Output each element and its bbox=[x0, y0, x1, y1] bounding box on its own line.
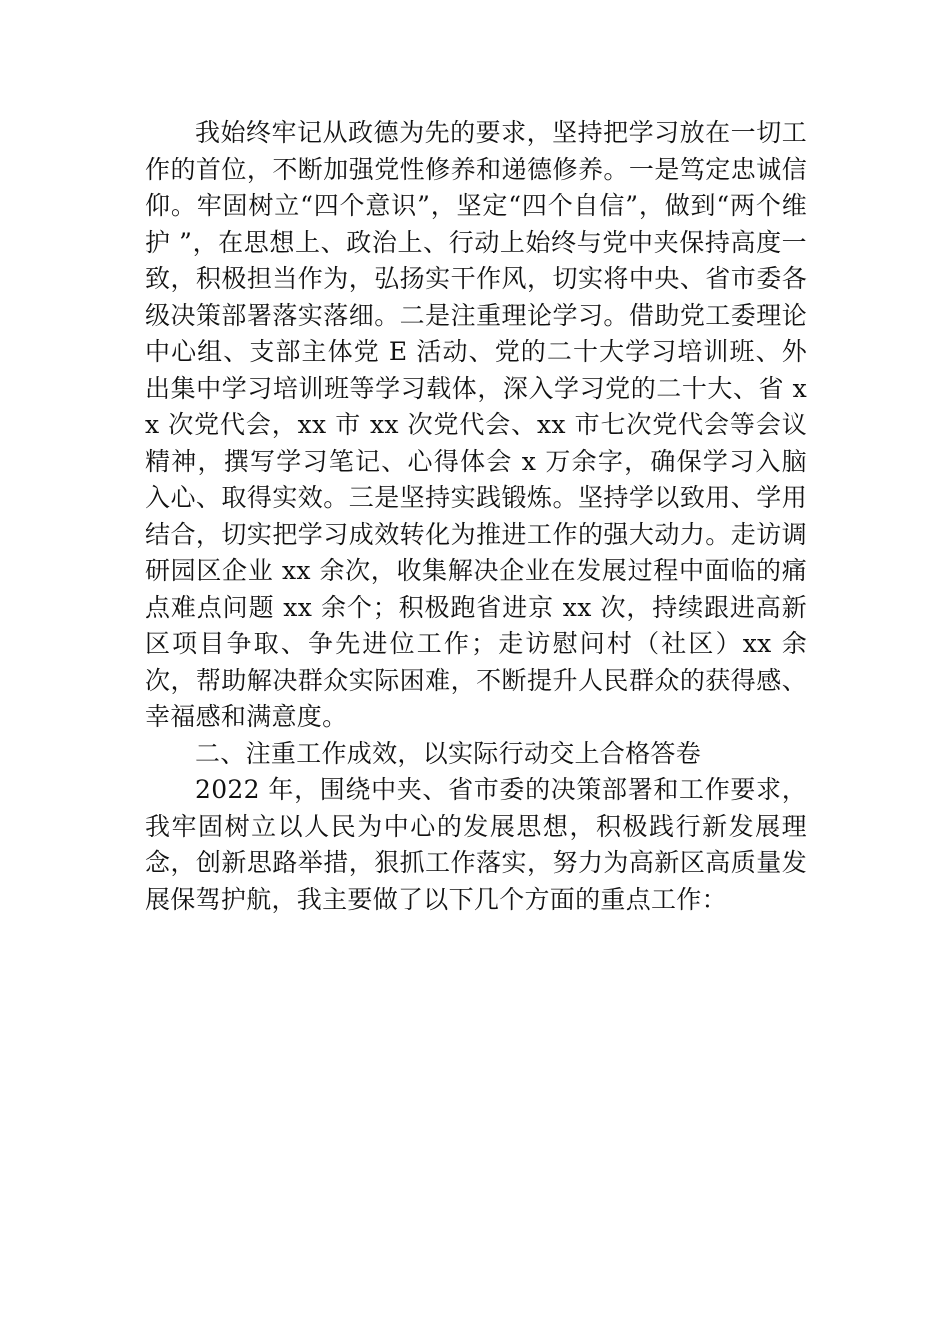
section-heading-work-results: 二、注重工作成效，以实际行动交上合格答卷 bbox=[195, 738, 702, 768]
document-body bbox=[145, 115, 807, 918]
paragraph-political-study: 我始终牢记从政德为先的要求，坚持把学习放在一切工作的首位，不断加强党性修养和递德修养。一是笃定忠诚信仰。牢固树立“四个意识”，坚定“四个自信”，做到“两个维护 ”，在思想上、政治上、行动上始终与党中夹保持高度一致，积极担当作为，弘扬实干作风，切实将中央、省市委各级决策部署落实落细。二是注重理论学习。借助党工委理论中心组、支部主体党 E 活动、党的二十大学习培训班、外出集中学习培训班等学习载体，深入学习党的二十大、省 xx 次党代会，xx 市 xx 次党代会、xx 市七次党代会等会议精神，撰写学习笔记、心得体会 x 万余字，确保学习入脑入心、取得实效。三是坚持实践锻炼。坚持学以致用、学用结合，切实把学习成效转化为推进工作的强大动力。走访调研园区企业 xx 余次，收集解决企业在发展过程中面临的痛点难点问题 xx 余个；积极跑省进京 xx 次，持续跟进高新区项目争取、争先进位工作；走访慰问村（社区）xx 余次，帮助解决群众实际困难，不断提升人民群众的获得感、幸福感和满意度。 bbox=[145, 118, 807, 731]
paragraph-2022-work-summary: 2022 年，围绕中夹、省市委的决策部署和工作要求，我牢固树立以人民为中心的发展思想，积极践行新发展理念，创新思路举措，狠抓工作落实，努力为高新区高质量发展保驾护航，我主要做了以下几个方面的重点工作： bbox=[145, 775, 807, 914]
